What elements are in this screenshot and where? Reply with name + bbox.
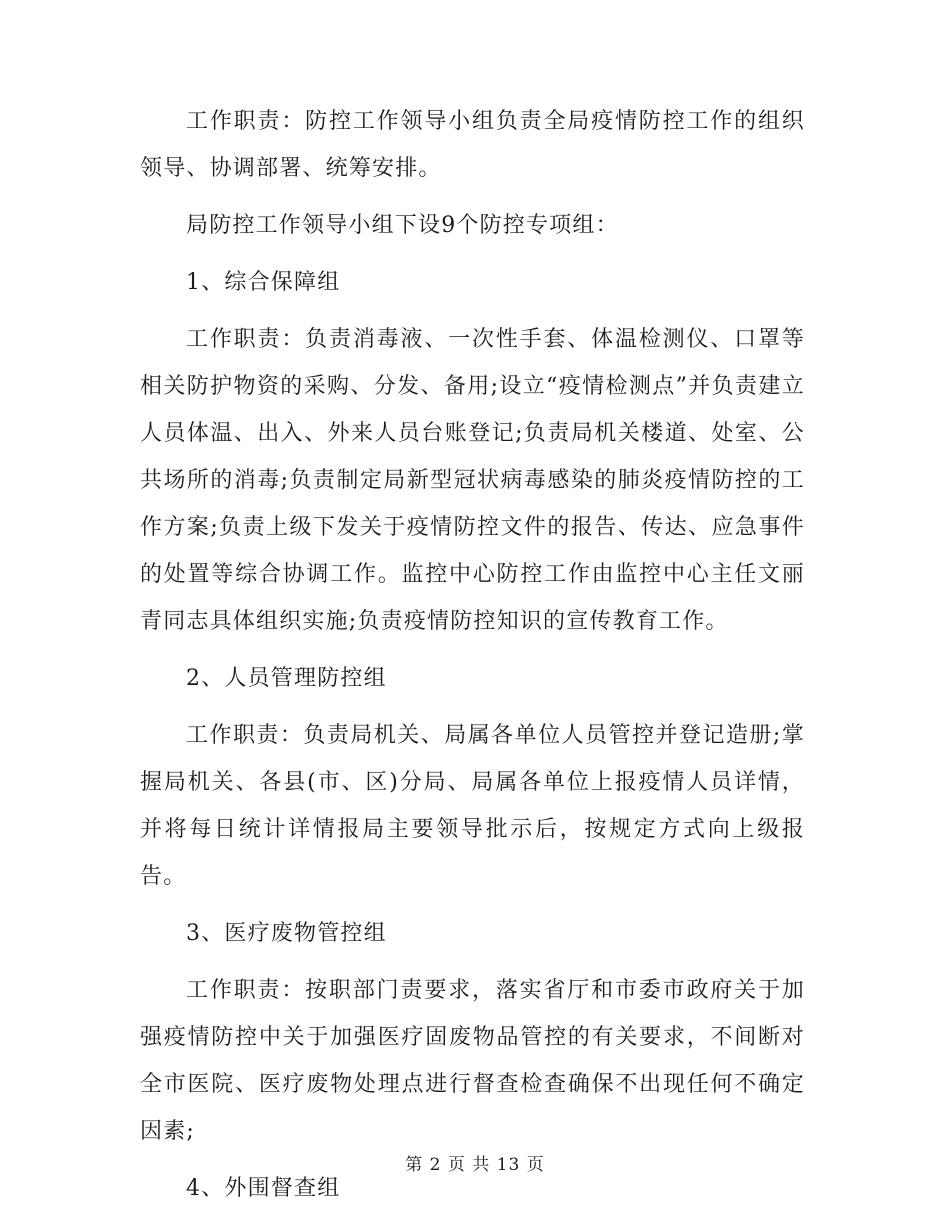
page-number-footer: 第 2 页 共 13 页 [405,1155,545,1175]
paragraph-medical-waste-duties: 工作职责：按职部门责要求，落实省厅和市委市政府关于加强疫情防控中关于加强医疗固废物品管控的有关要求，不间断对全市医院、医疗废物处理点进行督查检查确保不出现任何不确定因素; [140,978,805,1144]
section-heading-medical-waste: 3、医疗废物管控组 [186,921,387,946]
paragraph-groups-intro: 局防控工作领导小组下设9个防控专项组： [186,213,619,238]
section-heading-personnel-management: 2、人员管理防控组 [186,666,387,691]
paragraph-general-support-duties: 工作职责：负责消毒液、一次性手套、体温检测仪、口罩等相关防护物资的采购、分发、备用;设立“疫情检测点”并负责建立人员体温、出入、外来人员台账登记;负责局机关楼道、处室、公共场所的消毒;负责制定局新型冠状病毒感染的肺炎疫情防控的工作方案;负责上级下发关于疫情防控文件的报告、传达、应急事件的处置等综合协调工作。监控中心防控工作由监控中心主任文丽青同志具体组织实施;负责疫情防控知识的宣传教育工作。 [140,327,805,634]
paragraph-personnel-management-duties: 工作职责：负责局机关、局属各单位人员管控并登记造册;掌握局机关、各县(市、区)分局、局属各单位上报疫情人员详情，并将每日统计详情报局主要领导批示后，按规定方式向上级报告。 [140,723,805,889]
document-body [140,98,805,1222]
section-heading-external-inspection: 4、外围督查组 [186,1176,341,1201]
section-heading-general-support: 1、综合保障组 [186,270,341,295]
paragraph-leadership-duties: 工作职责：防控工作领导小组负责全局疫情防控工作的组织领导、协调部署、统筹安排。 [140,109,805,181]
